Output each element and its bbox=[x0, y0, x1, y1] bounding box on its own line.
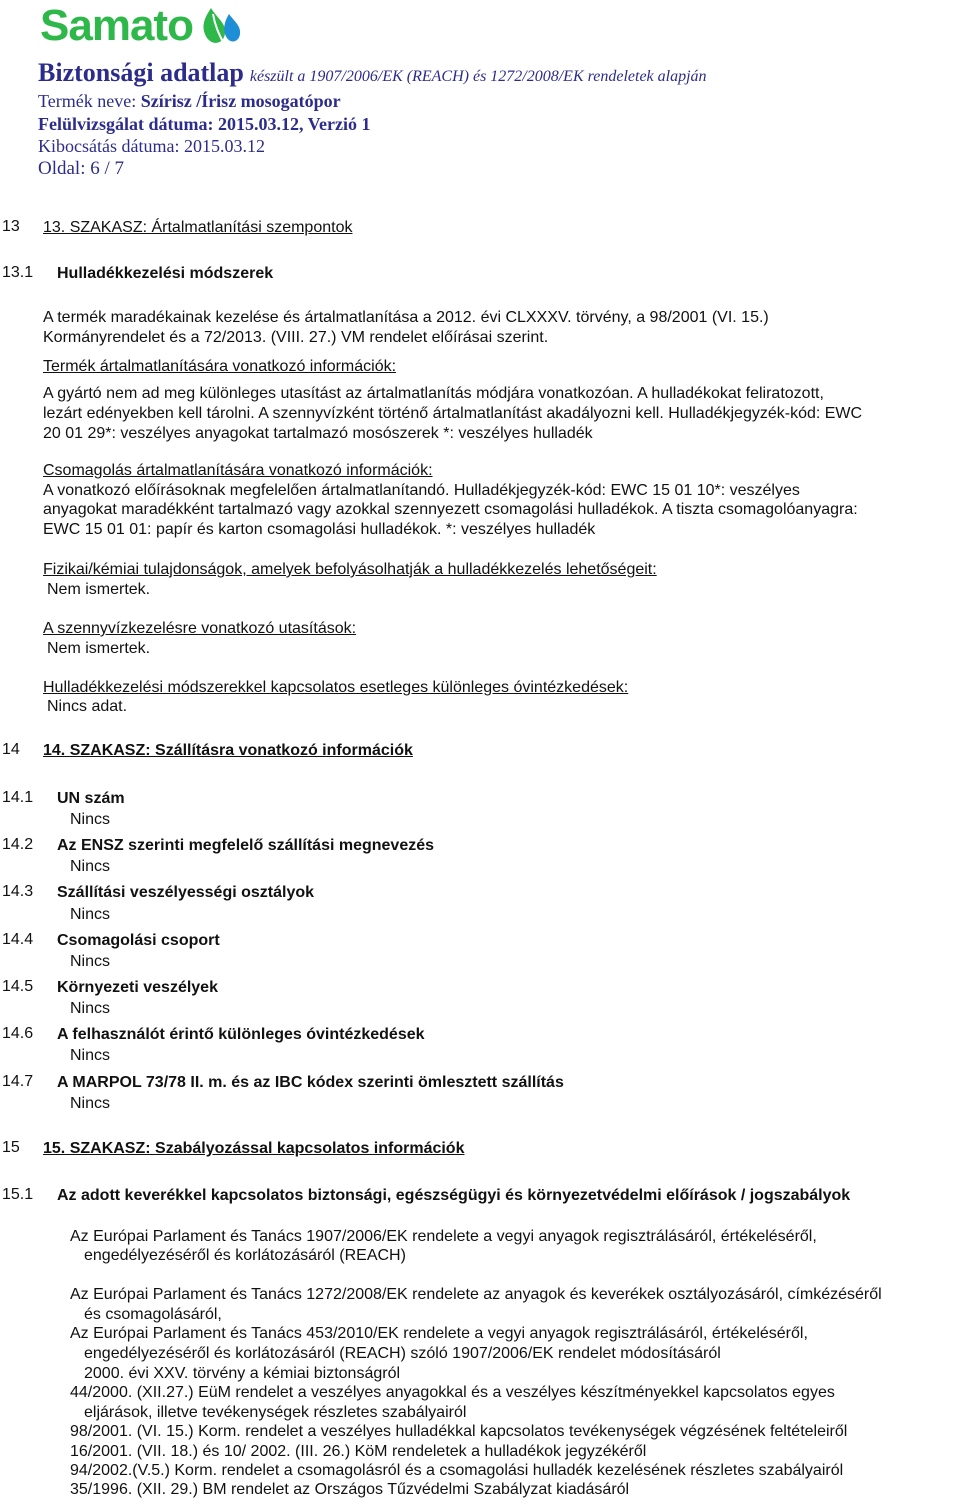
section-number: 13 bbox=[2, 218, 20, 235]
product-name: Szírisz /Írisz mosogatópor bbox=[140, 91, 341, 111]
document-subtitle: készült a 1907/2006/EK (REACH) és 1272/2008/EK rendeletek alapján bbox=[249, 68, 707, 85]
regulation-line: 44/2000. (XII.27.) EüM rendelet a veszélyes anyagokkal és a veszélyes készítményekkel kapcsolatos egyes bbox=[70, 1384, 835, 1401]
paragraph-line: A gyártó nem ad meg különleges utasítást az ártalmatlanítás módjára vonatkozóan. A hulladékokat feliratozott, bbox=[43, 385, 824, 402]
product-name-line: Termék neve: Szírisz /Írisz mosogatópor bbox=[38, 91, 341, 111]
heading-sewage: A szennyvízkezelésre vonatkozó utasítások: bbox=[43, 620, 357, 637]
subsection-13-1-title: Hulladékkezelési módszerek bbox=[57, 265, 274, 282]
subsection-title: UN szám bbox=[57, 790, 125, 807]
subsection-title: Szállítási veszélyességi osztályok bbox=[57, 884, 315, 901]
subsection-number: 14.1 bbox=[2, 789, 34, 806]
subsection-title: Környezeti veszélyek bbox=[57, 979, 218, 996]
subsection-number: 15.1 bbox=[2, 1186, 34, 1203]
paragraph-line: anyagokat maradékként tartalmazó vagy azokkal szennyezett csomagolási hulladékok. A tiszta csomagolóanyagra: bbox=[43, 501, 858, 518]
subsection-number: 14.2 bbox=[2, 836, 34, 853]
subsection-number: 14.7 bbox=[2, 1073, 34, 1090]
paragraph-line: EWC 15 01 01: papír és karton csomagolási hulladékok. *: veszélyes hulladék bbox=[43, 521, 596, 538]
subsection-title: A MARPOL 73/78 II. m. és az IBC kódex szerinti ömlesztett szállítás bbox=[57, 1074, 564, 1091]
value-text: Nincs bbox=[70, 953, 111, 970]
subsection-number: 14.3 bbox=[2, 883, 34, 900]
leaf-drop-icon bbox=[199, 4, 243, 48]
subsection-number: 14.6 bbox=[2, 1025, 34, 1042]
subsection-number: 14.5 bbox=[2, 978, 34, 995]
regulation-line: engedélyezéséről és korlátozásáról (REACH) szóló 1907/2006/EK rendelet módosításáról bbox=[84, 1345, 721, 1362]
paragraph-line: A termék maradékainak kezelése és ártalmatlanítása a 2012. évi CLXXXV. törvény, a 98/2001 (VI. 15.) bbox=[43, 309, 769, 326]
regulation-line: eljárások, illetve tevékenységek részletes szabályairól bbox=[84, 1404, 467, 1421]
subsection-title: A felhasználót érintő különleges óvintézkedések bbox=[57, 1026, 425, 1043]
paragraph-line: 20 01 29*: veszélyes anyagokat tartalmazó mosószerek *: veszélyes hulladék bbox=[43, 425, 593, 442]
value-text: Nincs adat. bbox=[47, 698, 128, 715]
value-text: Nem ismertek. bbox=[47, 640, 151, 657]
value-text: Nincs bbox=[70, 858, 111, 875]
heading-physical-properties: Fizikai/kémiai tulajdonságok, amelyek befolyásolhatják a hulladékkezelés lehetőségeit: bbox=[43, 561, 657, 578]
subsection-title: Az ENSZ szerinti megfelelő szállítási megnevezés bbox=[57, 837, 435, 854]
regulation-line: Az Európai Parlament és Tanács 453/2010/EK rendelete a vegyi anyagok regisztrálásáról, értékeléséről, bbox=[70, 1325, 808, 1342]
value-text: Nem ismertek. bbox=[47, 581, 151, 598]
paragraph-line: lezárt edényekben kell tárolni. A szennyvízként történő ártalmatlanítást akadályozni kell. Hulladékjegyzék-kód: EWC bbox=[43, 405, 863, 422]
subsection-number: 13.1 bbox=[2, 264, 34, 281]
heading-special-precautions: Hulladékkezelési módszerekkel kapcsolatos esetleges különleges óvintézkedések: bbox=[43, 679, 629, 696]
regulation-line: 94/2002.(V.5.) Korm. rendelet a csomagolásról és a csomagolási hulladék kezelésének részletes szabályairól bbox=[70, 1462, 844, 1479]
section-number: 15 bbox=[2, 1139, 20, 1156]
page-number: Oldal: 6 / 7 bbox=[38, 158, 125, 179]
regulation-line: 16/2001. (VII. 18.) és 10/ 2002. (III. 26.) KöM rendeletek a hulladékok jegyzékéről bbox=[70, 1443, 647, 1460]
value-text: Nincs bbox=[70, 1095, 111, 1112]
regulation-line: engedélyezéséről és korlátozásáról (REACH) bbox=[84, 1247, 406, 1264]
subsection-number: 14.4 bbox=[2, 931, 34, 948]
paragraph-line: A vonatkozó előírásoknak megfelelően ártalmatlanítandó. Hulladékjegyzék-kód: EWC 15 01 10*: veszélyes bbox=[43, 482, 800, 499]
subsection-15-1-title: Az adott keverékkel kapcsolatos biztonsági, egészségügyi és környezetvédelmi előírások / jogszabályok bbox=[57, 1187, 851, 1204]
regulation-line: Az Európai Parlament és Tanács 1272/2008/EK rendelete az anyagok és keverékek osztályozásáról, címkézéséről bbox=[70, 1286, 882, 1303]
heading-product-disposal: Termék ártalmatlanítására vonatkozó információk: bbox=[43, 358, 397, 375]
brand-name: Samato bbox=[40, 1, 193, 50]
regulation-line: Az Európai Parlament és Tanács 1907/2006/EK rendelete a vegyi anyagok regisztrálásáról, értékeléséről, bbox=[70, 1228, 817, 1245]
value-text: Nincs bbox=[70, 1000, 111, 1017]
section-number: 14 bbox=[2, 741, 20, 758]
regulation-line: és csomagolásáról, bbox=[84, 1306, 222, 1323]
regulation-line: 98/2001. (VI. 15.) Korm. rendelet a veszélyes hulladékkal kapcsolatos tevékenységek végzésének feltételeiről bbox=[70, 1423, 848, 1440]
regulation-line: 2000. évi XXV. törvény a kémiai biztonságról bbox=[84, 1365, 401, 1382]
section-15-title: 15. SZAKASZ: Szabályozással kapcsolatos információk bbox=[43, 1140, 465, 1157]
heading-packaging-disposal: Csomagolás ártalmatlanítására vonatkozó információk: bbox=[43, 462, 433, 479]
subsection-title: Csomagolási csoport bbox=[57, 932, 220, 949]
regulation-line: 35/1996. (XII. 29.) BM rendelet az Országos Tűzvédelmi Szabályzat kiadásáról bbox=[70, 1481, 630, 1498]
value-text: Nincs bbox=[70, 906, 111, 923]
brand-logo bbox=[40, 2, 243, 50]
issue-date: Kibocsátás dátuma: 2015.03.12 bbox=[38, 136, 265, 156]
value-text: Nincs bbox=[70, 811, 111, 828]
section-13-title: 13. SZAKASZ: Ártalmatlanítási szempontok bbox=[43, 219, 353, 236]
document-title: Biztonsági adatlap készült a 1907/2006/EK (REACH) és 1272/2008/EK rendeletek alapján bbox=[38, 58, 707, 87]
value-text: Nincs bbox=[70, 1047, 111, 1064]
paragraph-line: Kormányrendelet és a 72/2013. (VIII. 27.) VM rendelet előírásai szerint. bbox=[43, 329, 549, 346]
section-14-title: 14. SZAKASZ: Szállításra vonatkozó információk bbox=[43, 742, 413, 759]
revision-date: Felülvizsgálat dátuma: 2015.03.12, Verzió 1 bbox=[38, 114, 371, 134]
